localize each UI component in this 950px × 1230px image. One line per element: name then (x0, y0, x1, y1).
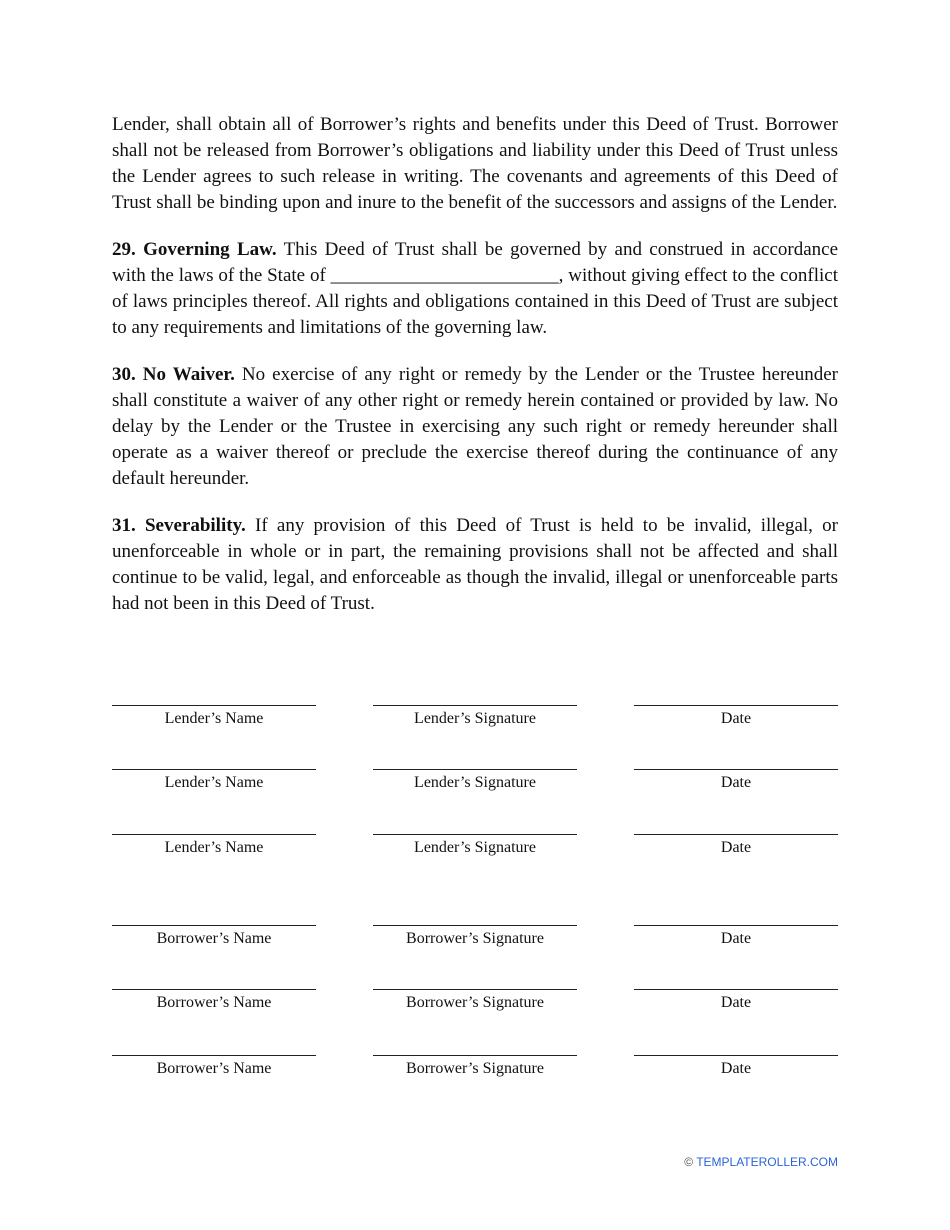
borrower-signature-field[interactable] (373, 989, 577, 1012)
lender-signature-field[interactable] (373, 834, 577, 857)
date-field[interactable] (634, 834, 838, 857)
field-label: Lender’s Signature (414, 839, 536, 856)
field-label: Borrower’s Signature (406, 1060, 544, 1077)
paragraph-text: If any provision of this Deed of Trust is held to be invalid, illegal, or unenforceable in whole or in part, the remaining provisions shall not be affected and shall continue to be valid, legal, and enforceable as though the invalid, illegal or unenforceable parts had not been in this Deed of Trust. (112, 515, 838, 614)
field-label: Date (720, 930, 752, 947)
lender-signature-field[interactable] (373, 705, 577, 728)
borrower-signature-row (112, 1055, 838, 1095)
section-heading: 31. Severability. (112, 515, 246, 536)
paragraph-governing-law (112, 237, 838, 341)
section-heading: 30. No Waiver. (112, 364, 235, 385)
brand-link[interactable]: TEMPLATEROLLER.COM (696, 1155, 838, 1169)
field-label: Lender’s Name (164, 839, 264, 856)
paragraph-text: This Deed of Trust shall be governed by and construed in accordance with the laws of the State of ________________________, without giving effect to the conflict of laws principles thereof. All rights and obligations contained in this Deed of Trust are subject to any requirements and limitations of the governing law. (112, 239, 839, 338)
field-label: Borrower’s Name (156, 994, 272, 1011)
paragraph-severability (112, 513, 838, 617)
field-label: Lender’s Signature (414, 774, 536, 791)
paragraph-text: Lender, shall obtain all of Borrower’s rights and benefits under this Deed of Trust. Borrower shall not be released from Borrower’s obligations and liability under this Deed of Trust unless the Lender agrees to such release in writing. The covenants and agreements of this Deed of Trust shall be binding upon and inure to the benefit of the successors and assigns of the Lender. (112, 114, 838, 213)
lender-name-field[interactable] (112, 705, 316, 728)
field-label: Date (720, 1060, 752, 1077)
date-field[interactable] (634, 989, 838, 1012)
paragraph-no-waiver (112, 362, 838, 492)
borrower-name-field[interactable] (112, 1055, 316, 1078)
field-label: Lender’s Signature (414, 710, 536, 727)
field-label: Borrower’s Signature (406, 930, 544, 947)
lender-signature-row (112, 834, 838, 874)
paragraph-text: No exercise of any right or remedy by the Lender or the Trustee hereunder shall constitute a waiver of any other right or remedy herein contained or provided by law. No delay by the Lender or the Trustee in exercising any such right or remedy hereunder shall operate as a waiver thereof or preclude the exercise thereof during the continuance of any default hereunder. (112, 364, 838, 489)
field-label: Lender’s Name (164, 710, 264, 727)
borrower-signature-row (112, 925, 838, 965)
field-label: Borrower’s Name (156, 1060, 272, 1077)
field-label: Lender’s Name (164, 774, 264, 791)
field-label: Date (720, 774, 752, 791)
paragraph-28-continued (112, 112, 838, 216)
borrower-signature-field[interactable] (373, 1055, 577, 1078)
field-label: Borrower’s Name (156, 930, 272, 947)
footer-brand[interactable] (684, 1155, 838, 1169)
section-heading: 29. Governing Law. (112, 239, 277, 260)
lender-name-field[interactable] (112, 834, 316, 857)
borrower-signature-row (112, 989, 838, 1029)
copyright-icon: © (684, 1155, 694, 1169)
date-field[interactable] (634, 705, 838, 728)
date-field[interactable] (634, 769, 838, 792)
lender-signature-row (112, 705, 838, 745)
borrower-name-field[interactable] (112, 989, 316, 1012)
field-label: Borrower’s Signature (406, 994, 544, 1011)
document-body (112, 112, 838, 638)
date-field[interactable] (634, 1055, 838, 1078)
field-label: Date (720, 994, 752, 1011)
lender-name-field[interactable] (112, 769, 316, 792)
lender-signature-field[interactable] (373, 769, 577, 792)
date-field[interactable] (634, 925, 838, 948)
borrower-signature-field[interactable] (373, 925, 577, 948)
borrower-name-field[interactable] (112, 925, 316, 948)
lender-signature-row (112, 769, 838, 809)
field-label: Date (720, 839, 752, 856)
field-label: Date (720, 710, 752, 727)
